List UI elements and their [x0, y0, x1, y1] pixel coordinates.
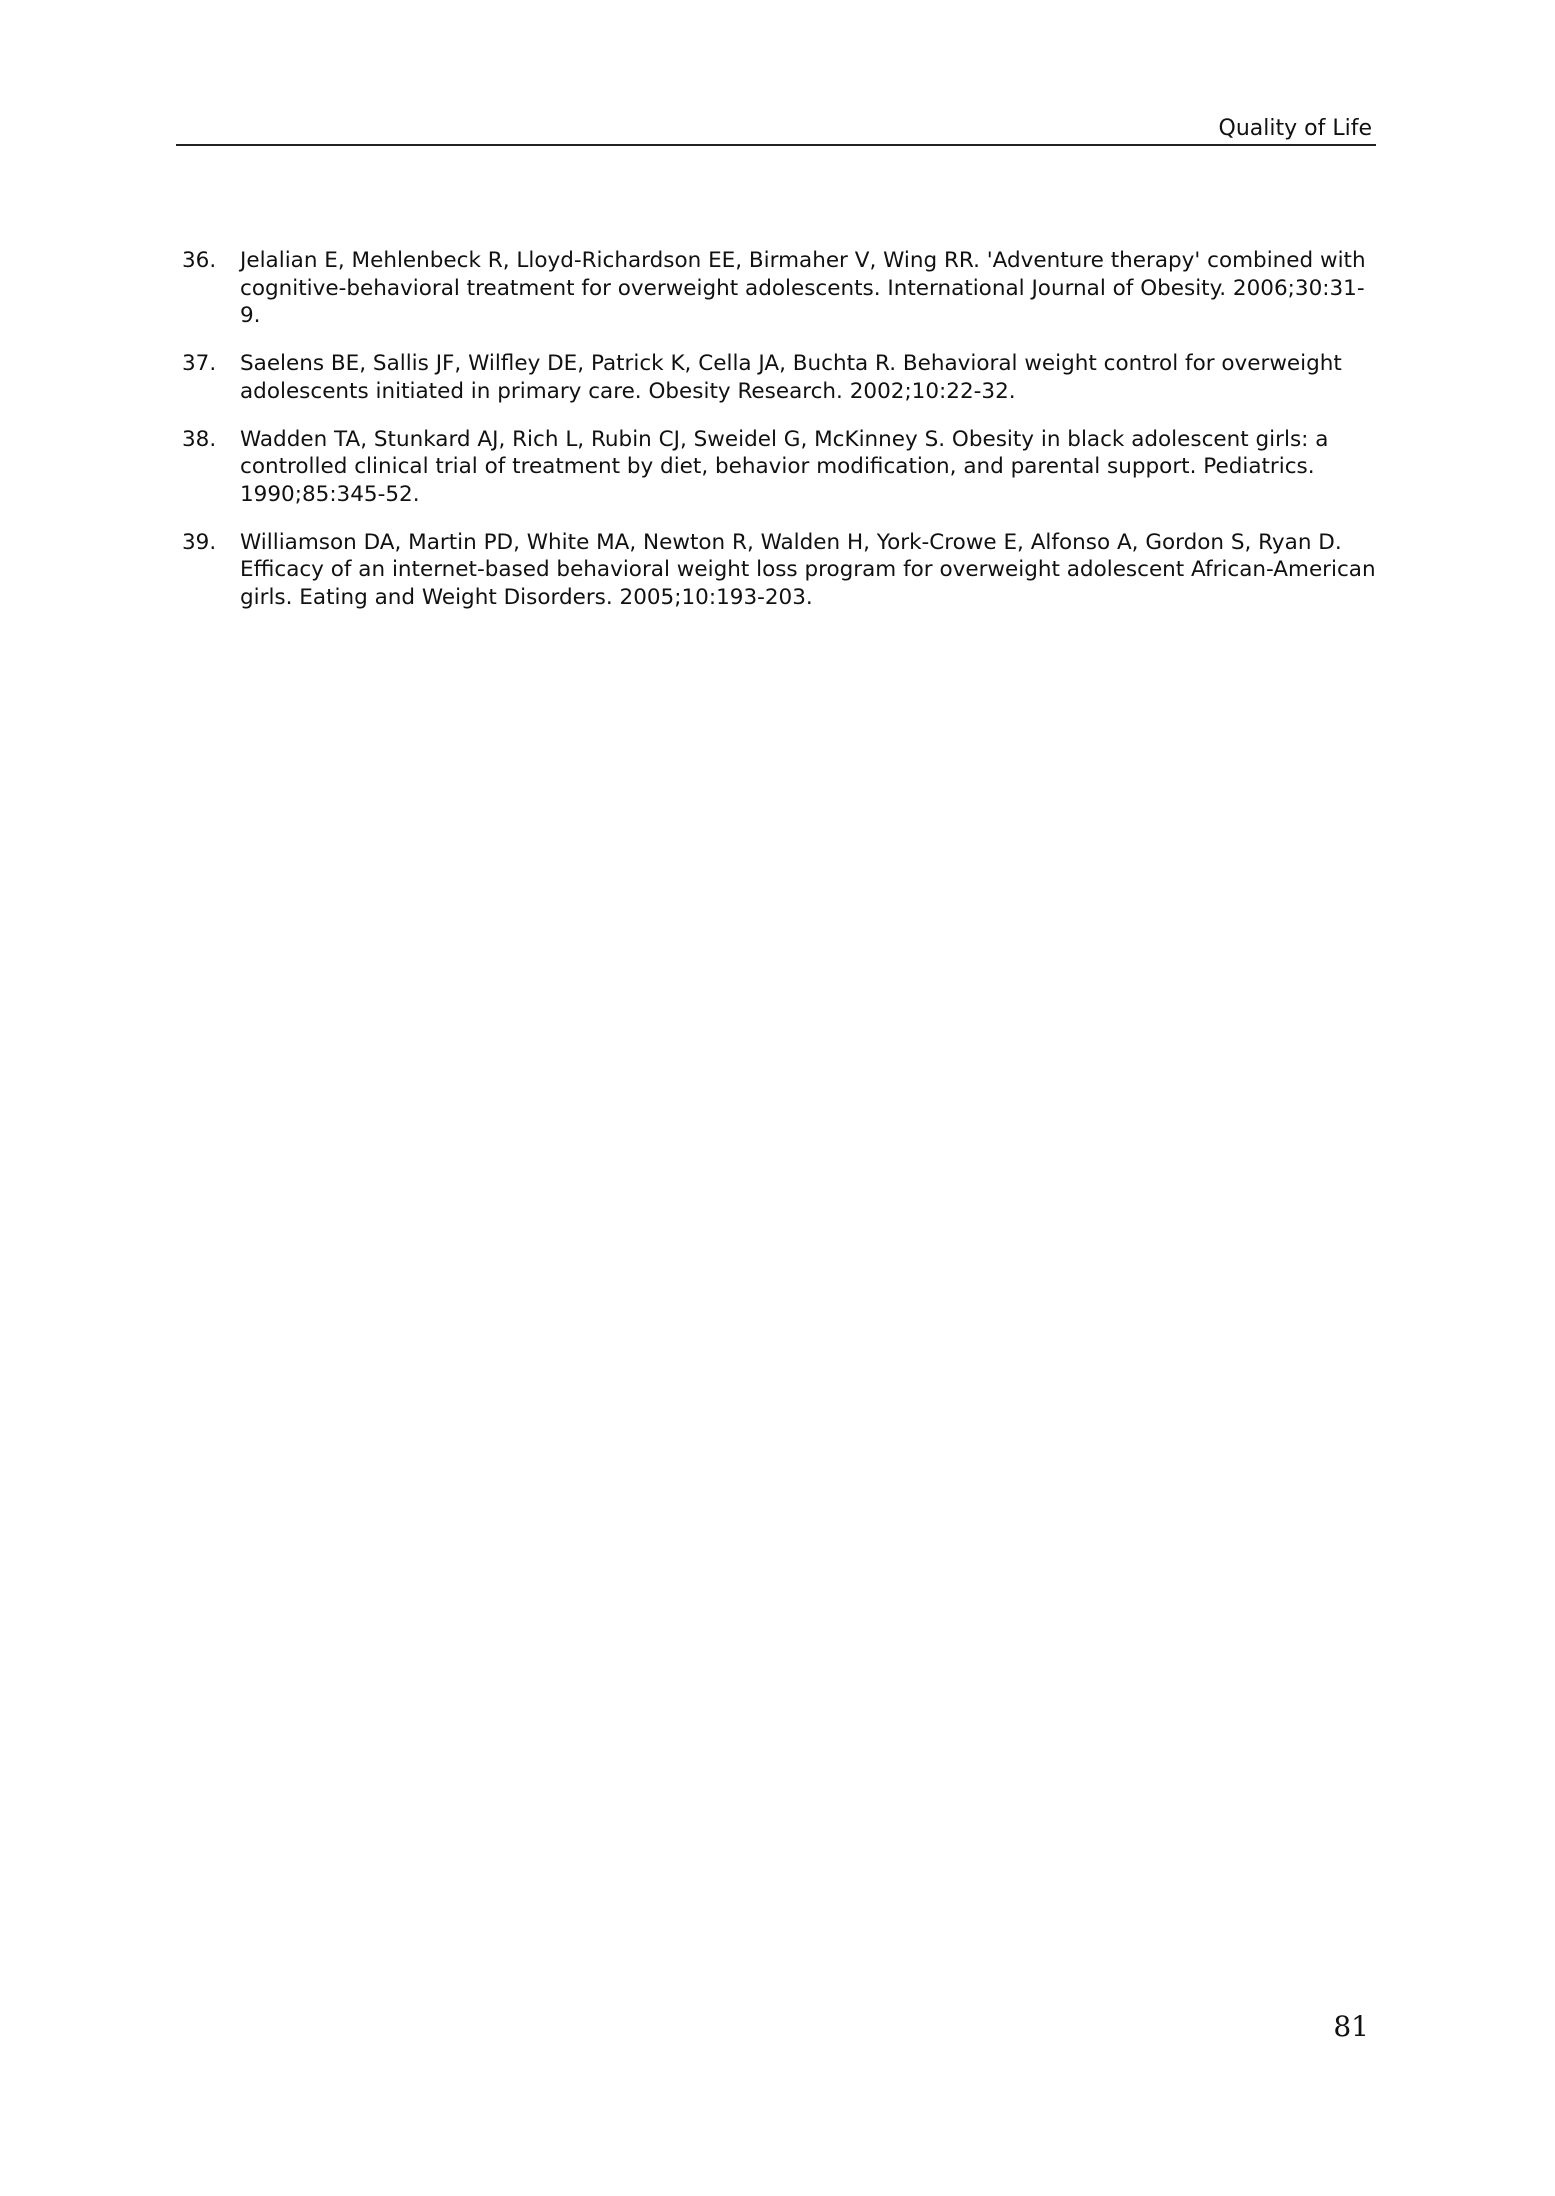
reference-number: 37. [182, 351, 217, 377]
reference-text: Jelalian E, Mehlenbeck R, Lloyd-Richardson EE, Birmaher V, Wing RR. 'Adventure therapy' combined with cognitive-behavioral treatment for overweight adolescents. International Journal of Obesity. 2006;30:31-9. [240, 248, 1366, 329]
reference-number: 38. [182, 426, 217, 452]
page-number: 81 [1333, 2010, 1369, 2043]
reference-item [182, 426, 1377, 509]
running-header-title: Quality of Life [1218, 116, 1372, 141]
reference-number: 36. [182, 248, 217, 273]
reference-item [182, 350, 1377, 405]
reference-number: 39. [182, 529, 217, 555]
reference-text: Wadden TA, Stunkard AJ, Rich L, Rubin CJ, Sweidel G, McKinney S. Obesity in black adolescent girls: a controlled clinical trial of treatment by diet, behavior modification, and parental support. Pediatrics. 1990;85:345-52. [240, 426, 1329, 507]
reference-item [182, 247, 1377, 330]
running-header [176, 112, 1376, 146]
reference-list [182, 247, 1377, 632]
reference-text: Williamson DA, Martin PD, White MA, Newton R, Walden H, York-Crowe E, Alfonso A, Gordon S, Ryan D. Efficacy of an internet-based behavioral weight loss program for overweight adolescent African-American girls. Eating and Weight Disorders. 2005;10:193-203. [240, 529, 1376, 611]
reference-item [182, 529, 1377, 612]
reference-text: Saelens BE, Sallis JF, Wilfley DE, Patrick K, Cella JA, Buchta R. Behavioral weight control for overweight adolescents initiated in primary care. Obesity Research. 2002;10:22-32. [240, 351, 1342, 404]
